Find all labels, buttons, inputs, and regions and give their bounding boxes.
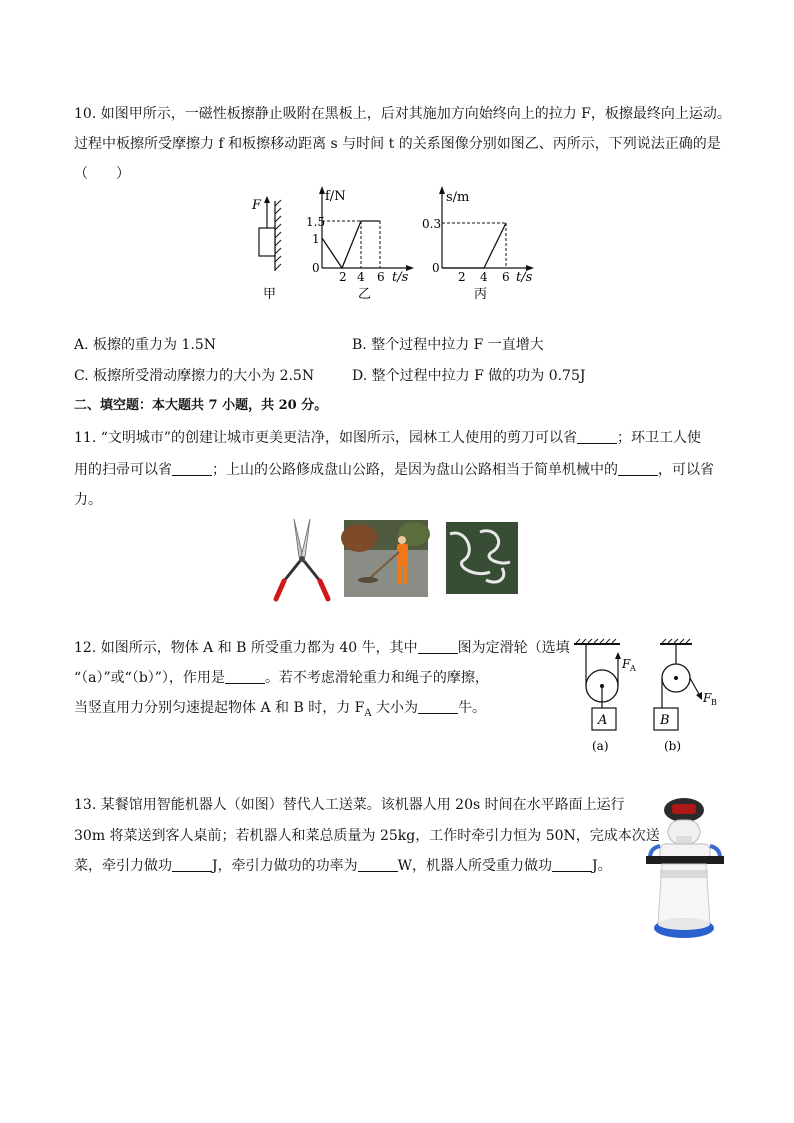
box-a-label: A	[598, 713, 608, 728]
jia-force-label: F	[252, 198, 262, 213]
yi-caption: 乙	[358, 287, 372, 302]
figure-yi-friction-graph	[306, 186, 422, 306]
q11-line1: 11. “文明城市”的创建让城市更美更洁净，如图所示，园林工人使用的剪刀可以省 ；环卫工人使	[74, 430, 702, 446]
yi-ytick-1: 1	[312, 232, 320, 246]
q13-line3: 菜，牵引力做功 J，牵引力做功的功率为 W，机器人所受重力做功 J。	[74, 858, 612, 874]
yi-ytick-1.5: 1.5	[306, 215, 326, 229]
section-heading-fill-in: 二、填空题：本大题共 7 小题，共 20 分。	[74, 398, 328, 413]
q12-blank-1	[418, 639, 458, 654]
yi-xlabel: t/s	[392, 270, 409, 285]
q13-blank-1	[172, 857, 212, 872]
q11-line2: 用的扫帚可以省 ；上山的公路修成盘山公路，是因为盘山公路相当于简单机械中的 ，可以省	[74, 462, 714, 478]
force-fb-label: F	[703, 691, 712, 705]
q10-option-a: A. 板擦的重力为 1.5N	[74, 337, 216, 353]
box-b-label: B	[660, 713, 670, 728]
bing-ytick-0.3: 0.3	[422, 217, 442, 231]
street-sweeper-photo	[344, 520, 428, 597]
q11-blank-1	[577, 429, 617, 444]
q13-blank-2	[358, 857, 398, 872]
bing-xtick-6: 6	[502, 270, 510, 284]
figure-jia	[248, 196, 298, 306]
q13-blank-3	[552, 857, 592, 872]
caption-a: (a)	[592, 739, 609, 753]
mountain-road-photo	[446, 522, 518, 594]
figure-bing-distance-graph	[422, 186, 546, 306]
svg-text:B: B	[711, 698, 717, 707]
q10-line1: 10. 如图甲所示，一磁性板擦静止吸附在黑板上，后对其施加方向始终向上的拉力 F，板擦最终向上运动。	[74, 106, 731, 122]
q10-option-c: C. 板擦所受滑动摩擦力的大小为 2.5N	[74, 368, 315, 384]
yi-ytick-0: 0	[312, 261, 320, 275]
q13-line1: 13. 某餐馆用智能机器人（如图）替代人工送菜。该机器人用 20s 时间在水平路面上运行	[74, 797, 625, 813]
q11-blank-3	[618, 461, 658, 476]
bing-caption: 丙	[474, 287, 488, 302]
bing-ylabel: s/m	[446, 190, 470, 205]
svg-text:A: A	[630, 664, 636, 673]
caption-b: (b)	[664, 739, 682, 753]
q11-line3: 力。	[74, 492, 102, 508]
bing-xtick-2: 2	[458, 270, 466, 284]
pulley-figure	[568, 638, 728, 758]
yi-xtick-4: 4	[357, 270, 365, 284]
serving-robot-image	[640, 796, 728, 942]
q12-line2: “（a）”或“（b）”），作用是 。若不考虑滑轮重力和绳子的摩擦，	[74, 670, 489, 686]
shears-image	[270, 517, 332, 601]
force-fa-label: F	[622, 657, 631, 671]
q10-line2: 过程中板擦所受摩擦力 f 和板擦移动距离 s 与时间 t 的关系图像分别如图乙、丙所示，下列说法正确的是	[74, 136, 721, 152]
yi-xtick-2: 2	[339, 270, 347, 284]
jia-caption: 甲	[263, 287, 277, 302]
q11-blank-2	[172, 461, 212, 476]
yi-xtick-6: 6	[377, 270, 385, 284]
q13-line2: 30m 将菜送到客人桌前；若机器人和菜总质量为 25kg，工作时牵引力恒为 50N，完成本次送	[74, 828, 660, 844]
q10-option-b: B. 整个过程中拉力 F 一直增大	[352, 337, 544, 353]
bing-xtick-4: 4	[480, 270, 488, 284]
q10-option-d: D. 整个过程中拉力 F 做的功为 0.75J	[352, 368, 586, 384]
q12-blank-3	[418, 699, 458, 714]
bing-ytick-0: 0	[432, 261, 440, 275]
q12-blank-2	[225, 669, 265, 684]
yi-ylabel: f/N	[325, 189, 346, 204]
q12-line3: 当竖直用力分别匀速提起物体 A 和 B 时，力 $F_A$ 大小为 牛。	[74, 700, 487, 719]
q10-line3: （ ）	[74, 166, 130, 182]
q12-line1: 12. 如图所示，物体 A 和 B 所受重力都为 40 牛，其中 图为定滑轮（选填	[74, 640, 570, 656]
bing-xlabel: t/s	[516, 270, 533, 285]
